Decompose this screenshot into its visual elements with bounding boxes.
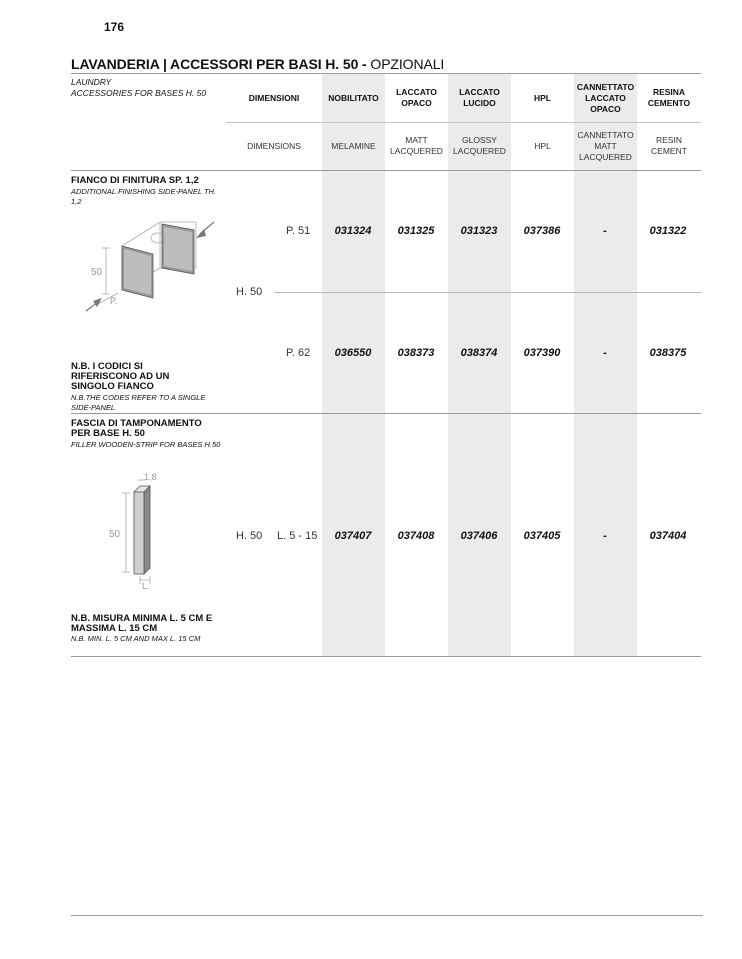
page-footer-rule [71,915,703,916]
section2-title: FASCIA DI TAMPONAMENTO PER BASE H. 50 [71,418,202,439]
section-divider [71,413,701,414]
row1-code-matt: 031325 [397,225,435,237]
strip-thickness-label: 1,8 [144,472,157,482]
column-header-hpl: HPL [534,92,551,103]
row1-code-glossy: 031323 [460,225,498,237]
column-header-resin: RESINA CEMENTO [647,87,691,108]
column-header-dimensions: DIMENSIONI [248,92,300,103]
row1-code-resin: 031322 [649,225,687,237]
column-subheader-hpl: HPL [534,140,551,151]
row1-depth: P. 51 [286,225,311,237]
row2-code-melamine: 036550 [334,347,372,359]
page-title-suffix: OPZIONALI [370,56,445,72]
header-left-label-line2: ACCESSORIES FOR BASES H. 50 [71,88,207,98]
section2-length: L. 5 - 15 [277,530,318,542]
header-bottom-rule [71,170,701,171]
row2-depth: P. 62 [286,347,311,359]
section1-height: H. 50 [236,286,263,298]
row3-code-resin: 037404 [649,530,687,542]
section1-note-title: N.B. I CODICI SI RIFERISCONO AD UN SINGOLO FIANCO [71,361,170,392]
row2-code-cannettato: - [603,347,607,359]
row3-code-hpl: 037405 [523,530,561,542]
section2-note-subtitle: N.B. MIN. L. 5 CM AND MAX L. 15 CM [71,634,201,643]
table-bottom-rule [71,656,701,657]
side-panel-drawing [78,208,220,318]
column-subheader-matt: MATT LACQUERED [390,135,443,156]
table-top-rule [71,73,701,74]
column-subheader-resin: RESIN CEMENT [651,135,687,156]
section1-title: FIANCO DI FINITURA SP. 1,2 [71,175,199,186]
row-divider [274,292,701,293]
strip-height-label: 50 [109,529,121,540]
section1-note-subtitle: N.B.THE CODES REFER TO A SINGLE SIDE-PANEL [71,393,206,412]
column-subheader-melamine: MELAMINE [331,140,376,151]
page-title-main: LAVANDERIA | ACCESSORI PER BASI H. 50 - [71,56,371,72]
column-subheader-dimensions: DIMENSIONS [247,140,301,151]
row2-code-hpl: 037390 [523,347,561,359]
section2-note-title: N.B. MISURA MINIMA L. 5 CM E MASSIMA L. 15 CM [71,613,213,634]
strip-length-label: L. [142,581,150,590]
column-header-cannettato: CANNETTATO LACCATO OPACO [576,81,635,114]
row1-code-melamine: 031324 [334,225,372,237]
side-panel-height-label: 50 [91,267,103,278]
header-left-label-line1: LAUNDRY [71,77,112,87]
section2-height: H. 50 [236,530,263,542]
column-subheader-cannettato: CANNETTATO MATT LACQUERED [577,129,634,162]
column-header-matt: LACCATO OPACO [396,87,437,108]
row2-code-glossy: 038374 [460,347,498,359]
page-title [71,56,444,72]
row3-code-cannettato: - [603,530,607,542]
column-header-melamine: NOBILITATO [328,92,379,103]
row2-code-matt: 038373 [397,347,435,359]
row1-code-hpl: 037386 [523,225,561,237]
section1-subtitle: ADDITIONAL FINISHING SIDE-PANEL TH. 1,2 [71,187,217,206]
page-number: 176 [104,20,125,34]
header-divider [226,122,701,123]
section2-subtitle: FILLER WOODEN-STRIP FOR BASES H.50 [71,440,221,449]
column-subheader-glossy: GLOSSY LACQUERED [453,135,506,156]
row3-code-glossy: 037406 [460,530,498,542]
row1-code-cannettato: - [603,225,607,237]
row3-code-matt: 037408 [397,530,435,542]
row2-code-resin: 038375 [649,347,687,359]
filler-strip-drawing [104,468,174,590]
row3-code-melamine: 037407 [334,530,372,542]
column-header-glossy: LACCATO LUCIDO [459,87,500,108]
side-panel-depth-label: P. [110,296,118,306]
